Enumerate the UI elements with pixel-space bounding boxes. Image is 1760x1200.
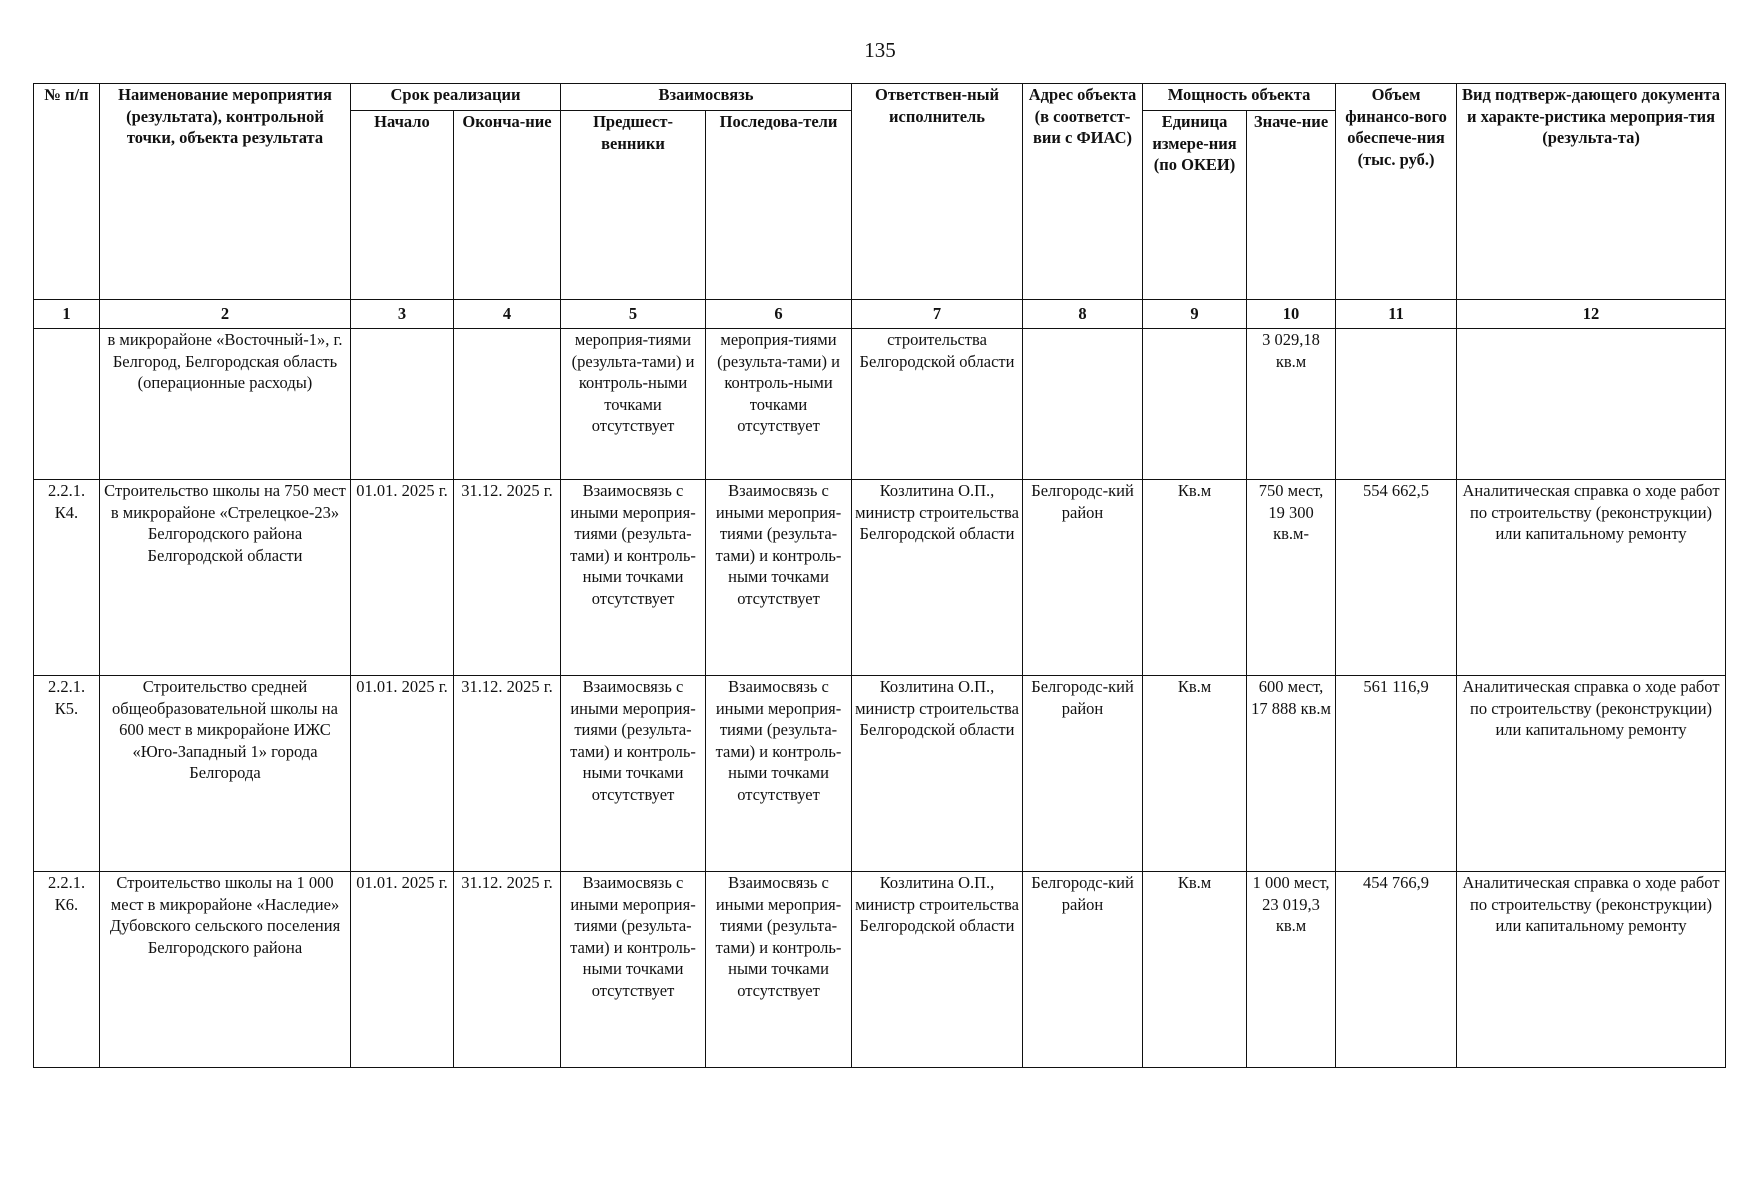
- row-end: 31.12. 2025 г.: [454, 676, 561, 872]
- row-address: [1023, 329, 1143, 480]
- header-unit: Единица измере-ния (по ОКЕИ): [1143, 111, 1247, 300]
- row-successors: Взаимосвязь с иными мероприя-тиями (результа-тами) и контроль-ными точками отсутствует: [706, 872, 852, 1068]
- header-num: № п/п: [34, 84, 100, 300]
- column-number: 11: [1336, 300, 1457, 329]
- row-value: 1 000 мест, 23 019,3 кв.м: [1247, 872, 1336, 1068]
- column-number: 10: [1247, 300, 1336, 329]
- row-finance: [1336, 329, 1457, 480]
- column-number: 7: [852, 300, 1023, 329]
- row-successors: Взаимосвязь с иными мероприя-тиями (результа-тами) и контроль-ными точками отсутствует: [706, 480, 852, 676]
- header-link-group: Взаимосвязь: [561, 84, 852, 111]
- results-table: [33, 83, 1726, 1068]
- column-number: 9: [1143, 300, 1247, 329]
- row-unit: Кв.м: [1143, 676, 1247, 872]
- page-number: 135: [864, 38, 896, 62]
- header-term-group: Срок реализации: [351, 84, 561, 111]
- row-value: 3 029,18 кв.м: [1247, 329, 1336, 480]
- column-number: 6: [706, 300, 852, 329]
- row-predecessors: Взаимосвязь с иными мероприя-тиями (результа-тами) и контроль-ными точками отсутствует: [561, 872, 706, 1068]
- row-end: [454, 329, 561, 480]
- header-successors: Последова-тели: [706, 111, 852, 300]
- row-start: 01.01. 2025 г.: [351, 676, 454, 872]
- header-end: Оконча-ние: [454, 111, 561, 300]
- column-number: 2: [100, 300, 351, 329]
- row-finance: 561 116,9: [1336, 676, 1457, 872]
- header-doc-type: Вид подтверж-дающего документа и характе-ристика мероприя-тия (результа-та): [1457, 84, 1726, 300]
- row-executor: Козлитина О.П., министр строительства Белгородской области: [852, 872, 1023, 1068]
- row-start: [351, 329, 454, 480]
- row-num: 2.2.1. К5.: [34, 676, 100, 872]
- row-successors: мероприя-тиями (результа-тами) и контроль-ными точками отсутствует: [706, 329, 852, 480]
- table-row: [34, 676, 1726, 872]
- row-num: 2.2.1. К4.: [34, 480, 100, 676]
- row-value: 600 мест, 17 888 кв.м: [1247, 676, 1336, 872]
- row-name: Строительство школы на 1 000 мест в микрорайоне «Наследие» Дубовского сельского поселения Белгородского района: [100, 872, 351, 1068]
- row-end: 31.12. 2025 г.: [454, 480, 561, 676]
- row-finance: 454 766,9: [1336, 872, 1457, 1068]
- row-name: Строительство школы на 750 мест в микрорайоне «Стрелецкое-23» Белгородского района Белгородской области: [100, 480, 351, 676]
- column-number: 8: [1023, 300, 1143, 329]
- column-number: 1: [34, 300, 100, 329]
- row-predecessors: мероприя-тиями (результа-тами) и контроль-ными точками отсутствует: [561, 329, 706, 480]
- column-number: 3: [351, 300, 454, 329]
- header-finance: Объем финансо-вого обеспече-ния (тыс. руб.): [1336, 84, 1457, 300]
- row-executor: строительства Белгородской области: [852, 329, 1023, 480]
- row-doc-type: Аналитическая справка о ходе работ по строительству (реконструкции) или капитальному ремонту: [1457, 480, 1726, 676]
- header-address: Адрес объекта (в соответст-вии с ФИАС): [1023, 84, 1143, 300]
- row-address: Белгородс-кий район: [1023, 872, 1143, 1068]
- row-doc-type: Аналитическая справка о ходе работ по строительству (реконструкции) или капитальному ремонту: [1457, 872, 1726, 1068]
- header-predecessors: Предшест-венники: [561, 111, 706, 300]
- row-num: [34, 329, 100, 480]
- row-address: Белгородс-кий район: [1023, 676, 1143, 872]
- column-number: 12: [1457, 300, 1726, 329]
- row-address: Белгородс-кий район: [1023, 480, 1143, 676]
- row-doc-type: Аналитическая справка о ходе работ по строительству (реконструкции) или капитальному ремонту: [1457, 676, 1726, 872]
- column-number: 5: [561, 300, 706, 329]
- row-unit: Кв.м: [1143, 480, 1247, 676]
- header-capacity-group: Мощность объекта: [1143, 84, 1336, 111]
- row-executor: Козлитина О.П., министр строительства Белгородской области: [852, 676, 1023, 872]
- row-num: 2.2.1. К6.: [34, 872, 100, 1068]
- header-value: Значе-ние: [1247, 111, 1336, 300]
- row-start: 01.01. 2025 г.: [351, 872, 454, 1068]
- row-doc-type: [1457, 329, 1726, 480]
- header-name: Наименование мероприятия (результата), контрольной точки, объекта результата: [100, 84, 351, 300]
- table-row: [34, 872, 1726, 1068]
- row-executor: Козлитина О.П., министр строительства Белгородской области: [852, 480, 1023, 676]
- row-predecessors: Взаимосвязь с иными мероприя-тиями (результа-тами) и контроль-ными точками отсутствует: [561, 676, 706, 872]
- row-unit: [1143, 329, 1247, 480]
- row-predecessors: Взаимосвязь с иными мероприя-тиями (результа-тами) и контроль-ными точками отсутствует: [561, 480, 706, 676]
- row-name: Строительство средней общеобразовательной школы на 600 мест в микрорайоне ИЖС «Юго-Западный 1» города Белгорода: [100, 676, 351, 872]
- header-executor: Ответствен-ный исполнитель: [852, 84, 1023, 300]
- row-value: 750 мест, 19 300 кв.м-: [1247, 480, 1336, 676]
- row-start: 01.01. 2025 г.: [351, 480, 454, 676]
- row-finance: 554 662,5: [1336, 480, 1457, 676]
- row-successors: Взаимосвязь с иными мероприя-тиями (результа-тами) и контроль-ными точками отсутствует: [706, 676, 852, 872]
- header-start: Начало: [351, 111, 454, 300]
- table-row: [34, 480, 1726, 676]
- row-unit: Кв.м: [1143, 872, 1247, 1068]
- row-name: в микрорайоне «Восточный-1», г. Белгород, Белгородская область (операционные расходы): [100, 329, 351, 480]
- row-end: 31.12. 2025 г.: [454, 872, 561, 1068]
- column-number: 4: [454, 300, 561, 329]
- table-row: [34, 329, 1726, 480]
